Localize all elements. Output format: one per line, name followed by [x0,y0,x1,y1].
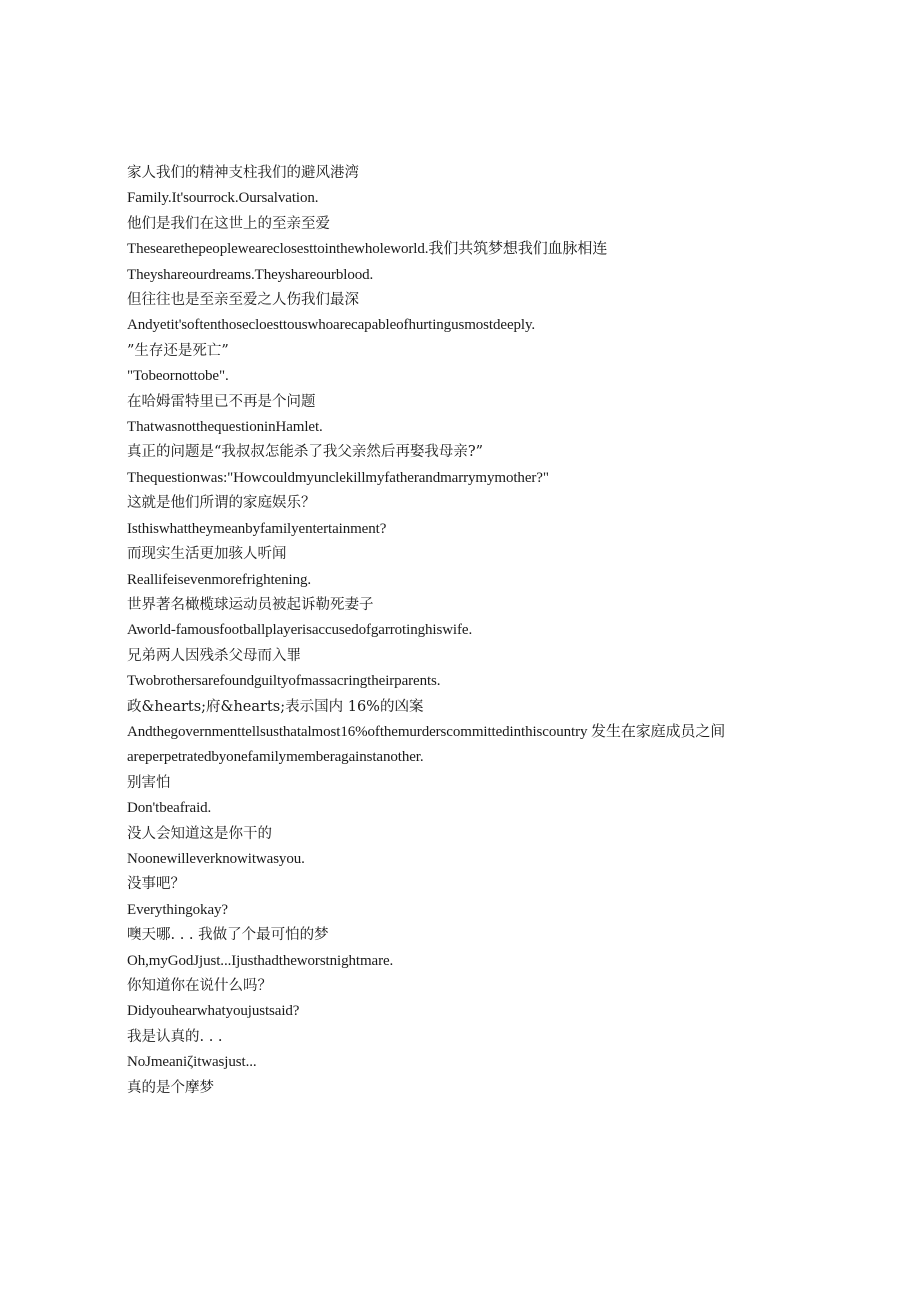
text-line: Andyetit'softenthosecloesttouswhoarecapableofhurtingusmostdeeply. [127,317,536,334]
text-line: 这就是他们所谓的家庭娱乐？ [127,495,316,512]
text-line: Oh,myGodJjust...Ijusthadtheworstnightmare. [127,952,394,969]
text-line: 别害怕 [127,774,171,791]
text-line: 而现实生活更加骇人听闻 [127,546,287,563]
text-line: 家人我们的精神支柱我们的避风港湾 [127,165,359,181]
text-line: 真的是个摩梦 [127,1079,214,1096]
text-line: 没事吧？ [127,876,185,893]
text-line: ThatwasnotthequestioninHamlet. [127,419,323,436]
text-line: 但往往也是至亲至爱之人伤我们最深 [127,292,359,309]
text-line: Everythingokay? [127,901,228,918]
text-line: Andthegovernmenttellsusthatalmost16%ofthemurderscommittedinthiscountry 发生在家庭成员之间 [127,723,726,740]
text-line: Twobrothersarefoundguiltyofmassacringtheirparents. [127,673,441,690]
text-line: ”生存还是死亡” [127,342,229,359]
text-line: 世界著名橄榄球运动员被起诉勒死妻子 [127,596,374,613]
text-line: 兄弟两人因残杀父母而入罪 [127,647,301,664]
text-line: Thesearethepeopleweareclosesttointhewholeworld.我们共筑梦想我们血脉相连 [127,241,608,258]
text-line: Noonewilleverknowitwasyou. [127,850,305,867]
text-line: 真正的问题是“我叔叔怎能杀了我父亲然后再娶我母亲?” [127,444,484,461]
text-line: 我是认真的. . . [127,1028,223,1045]
text-line: "Tobeornottobe". [127,368,229,385]
text-line: 噢天哪. . . 我做了个最可怕的梦 [127,927,329,944]
text-line: Reallifeisevenmorefrightening. [127,571,312,588]
text-line: 在哈姆雷特里已不再是个问题 [127,393,316,410]
document-page [127,161,777,1101]
text-line: areperpetratedbyonefamilymemberagainstanother. [127,749,424,766]
text-line: Thequestionwas:"Howcouldmyunclekillmyfatherandmarrymymother?" [127,469,549,486]
text-line: 没人会知道这是你干的 [127,825,272,842]
text-line: Isthiswhattheymeanbyfamilyentertainment? [127,520,387,537]
text-line: 你知道你在说什么吗？ [127,978,272,994]
text-line: 他们是我们在这世上的至亲至爱 [127,215,330,232]
text-line: Family.It'sourrock.Oursalvation. [127,190,319,207]
text-line: 政&hearts;府&hearts;表示国内 16%的凶案 [127,698,424,715]
text-line: NoJmeaniζitwasjust... [127,1054,257,1071]
text-line: Didyouhearwhatyoujustsaid? [127,1003,300,1020]
text-line: Aworld-famousfootballplayerisaccusedofgarrotinghiswife. [127,622,473,639]
text-line: Theyshareourdreams.Theyshareourblood. [127,266,374,283]
text-line: Don'tbeafraid. [127,800,212,817]
